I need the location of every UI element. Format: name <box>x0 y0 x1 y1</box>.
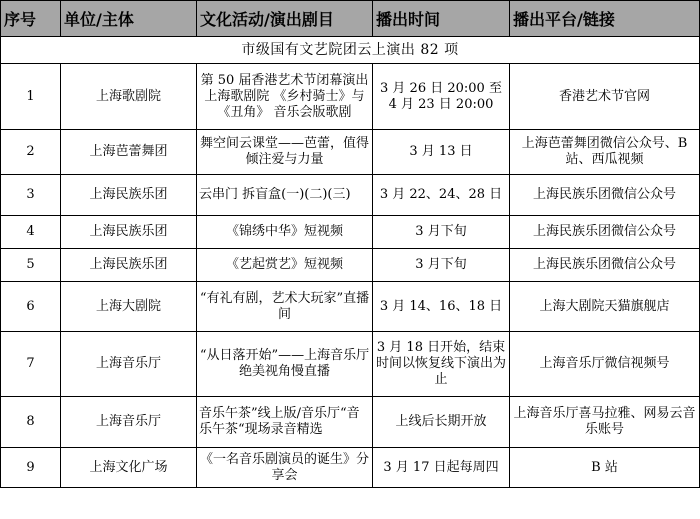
table-row <box>1 64 700 130</box>
row-time: 3 月下旬 <box>373 216 510 249</box>
row-unit: 上海民族乐团 <box>61 175 197 216</box>
table-row <box>1 249 700 282</box>
table-row <box>1 332 700 397</box>
row-no: 4 <box>1 216 61 249</box>
row-unit: 上海民族乐团 <box>61 249 197 282</box>
row-time: 上线后长期开放 <box>373 397 510 448</box>
row-unit: 上海歌剧院 <box>61 64 197 130</box>
header-activity: 文化活动/演出剧目 <box>197 1 373 37</box>
row-activity: “从日落开始”——上海音乐厅绝美视角慢直播 <box>197 332 373 397</box>
row-time: 3 月 22、24、28 日 <box>373 175 510 216</box>
section-row <box>1 37 700 64</box>
row-no: 5 <box>1 249 61 282</box>
row-activity: 云串门 拆盲盒(一)(二)(三) <box>197 175 373 216</box>
row-unit: 上海音乐厅 <box>61 397 197 448</box>
row-no: 9 <box>1 448 61 488</box>
row-platform: 上海芭蕾舞团微信公众号、B 站、西瓜视频 <box>510 130 700 175</box>
table-row <box>1 397 700 448</box>
row-no: 1 <box>1 64 61 130</box>
table-row <box>1 448 700 488</box>
row-unit: 上海大剧院 <box>61 282 197 332</box>
row-activity: 《锦绣中华》短视频 <box>197 216 373 249</box>
row-unit: 上海芭蕾舞团 <box>61 130 197 175</box>
row-platform: 上海民族乐团微信公众号 <box>510 249 700 282</box>
row-no: 6 <box>1 282 61 332</box>
header-no: 序号 <box>1 1 61 37</box>
row-time: 3 月 13 日 <box>373 130 510 175</box>
row-activity: 《艺起赏艺》短视频 <box>197 249 373 282</box>
row-time: 3 月 17 日起每周四 <box>373 448 510 488</box>
row-activity: 音乐午茶”线上版/音乐厅“音乐午茶“现场录音精选 <box>197 397 373 448</box>
row-activity: 《一名音乐剧演员的诞生》分享会 <box>197 448 373 488</box>
row-platform: 香港艺术节官网 <box>510 64 700 130</box>
header-row <box>1 1 700 37</box>
row-platform: 上海音乐厅喜马拉雅、网易云音乐账号 <box>510 397 700 448</box>
table-row <box>1 175 700 216</box>
row-no: 3 <box>1 175 61 216</box>
row-activity: 舞空间云课堂——芭蕾，值得倾注爱与力量 <box>197 130 373 175</box>
row-platform: 上海大剧院天猫旗舰店 <box>510 282 700 332</box>
row-unit: 上海音乐厅 <box>61 332 197 397</box>
header-platform: 播出平台/链接 <box>510 1 700 37</box>
row-time: 3 月 14、16、18 日 <box>373 282 510 332</box>
row-time: 3 月 18 日开始，结束时间以恢复线下演出为止 <box>373 332 510 397</box>
row-platform: B 站 <box>510 448 700 488</box>
header-unit: 单位/主体 <box>61 1 197 37</box>
row-time: 3 月下旬 <box>373 249 510 282</box>
row-activity: “有礼有剧，艺术大玩家”直播间 <box>197 282 373 332</box>
table-row <box>1 216 700 249</box>
header-time: 播出时间 <box>373 1 510 37</box>
section-title: 市级国有文艺院团云上演出 82 项 <box>1 37 700 64</box>
row-platform: 上海民族乐团微信公众号 <box>510 216 700 249</box>
table-row <box>1 282 700 332</box>
row-activity: 第 50 届香港艺术节闭幕演出 上海歌剧院 《乡村骑士》与《丑角》 音乐会版歌剧 <box>197 64 373 130</box>
row-no: 7 <box>1 332 61 397</box>
table-row <box>1 130 700 175</box>
row-unit: 上海文化广场 <box>61 448 197 488</box>
row-platform: 上海音乐厅微信视频号 <box>510 332 700 397</box>
row-time: 3 月 26 日 20:00 至 4 月 23 日 20:00 <box>373 64 510 130</box>
row-unit: 上海民族乐团 <box>61 216 197 249</box>
row-no: 8 <box>1 397 61 448</box>
row-no: 2 <box>1 130 61 175</box>
row-platform: 上海民族乐团微信公众号 <box>510 175 700 216</box>
